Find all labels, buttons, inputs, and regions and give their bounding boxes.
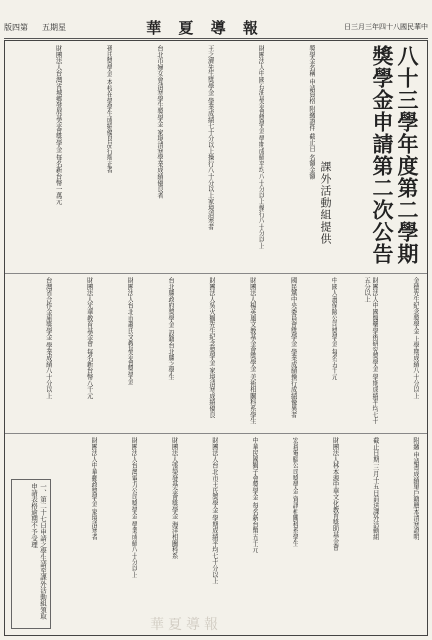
page-label: 版四第 <box>4 22 28 32</box>
article-column: 財團法人中華郵政獎學金 家境清寒者 <box>90 437 98 540</box>
article-column: 財團法人光華教育基金會 每名新台幣八千元 <box>85 277 93 399</box>
article-column: 宏碁電腦公司獎學金 資訊相關科系學生 <box>291 437 299 547</box>
article-column: 金德先生紀念獎學金 上學期成績八十分以上 <box>412 277 419 399</box>
article-column: 財團法人中國石油基金會獎學金 學期成績平均八十分以上操行八十分以上 <box>257 45 265 249</box>
band-divider-2 <box>5 433 427 434</box>
article-column: 財團法人台灣電力公司獎學金 學業成績八十分以上 <box>130 437 138 578</box>
band-divider-1 <box>5 273 427 274</box>
article-column: 王之濟先生獎學金 學業成績七十分以上操行八十分以上家境清寒者 <box>206 45 214 230</box>
article-column: 中國人壽保險公司獎學金 每名五千元 <box>330 277 338 380</box>
article-column: 財團法人中國醫藥學術研究獎學金 學期成績平均七十五分以上 <box>363 277 379 424</box>
article-column: 截止日期 三月十五日前送課外活動組 <box>371 437 379 540</box>
masthead-left <box>4 22 66 33</box>
article-column: 財團法人台北市王氏獎學金 學期成績平均七十分以上 <box>210 437 218 584</box>
paper-title: 華 夏 導 報 <box>146 18 264 37</box>
article-column: 財團法人張榮發基金會獎學金 海洋相關科系 <box>170 437 178 559</box>
watermark: 華夏導報 <box>150 617 222 633</box>
article-column: 台北縣政府獎學金 設籍台北縣之學生 <box>167 277 175 380</box>
issue-date: 日三月三年四十八國民華中 <box>343 23 428 31</box>
masthead <box>4 16 428 39</box>
article-column: 財團法人吳火獅先生紀念獎學金 家境清寒成績優良 <box>208 277 215 418</box>
article-column: 國民黨中央委員會獎學金 學業成績操行成績優異者 <box>289 277 297 418</box>
article-column: 台北市婦女會清寒學生獎學金 家境清寒學業成績優良者 <box>156 45 163 199</box>
article-column: 獎學金名稱 申請資格 附繳證件 截止日 名額金額 <box>308 45 315 180</box>
article-column: 附繳 申請書成績單戶籍謄本清寒證明 <box>412 437 419 540</box>
headline: 八十三學年度第二學期獎學金申請第二次公告 <box>370 45 419 265</box>
article-column: 財團法人台北市蕭氏文教基金會獎學金 <box>126 277 134 385</box>
article-column: 孫氏獎學金 本校在學學生成績優良品行端正者 <box>105 45 113 174</box>
article-column: 財團法人楊英風文教基金會獎學金 美術相關科系學生 <box>248 277 256 424</box>
weekday: 五期星 <box>42 22 66 32</box>
article-column: 台灣省合作金庫獎學金 學業成績八十分以上 <box>44 277 52 399</box>
article-column: 財團法人林本源中華文化教育獎助基金會 <box>331 437 339 551</box>
article-column: 中華民國獅子會獎學金 每名新台幣五千元 <box>251 437 259 553</box>
article-frame <box>4 40 428 636</box>
subhead: 課外活動組提供 <box>319 161 332 245</box>
footnote: 一、第二十七日申請之學生請至課外活動組領取申請表格逾期不予受理 <box>11 479 51 629</box>
article-column: 財團法人台灣省城鄉發展基金會獎學金 每名新台幣一萬元 <box>54 45 62 205</box>
